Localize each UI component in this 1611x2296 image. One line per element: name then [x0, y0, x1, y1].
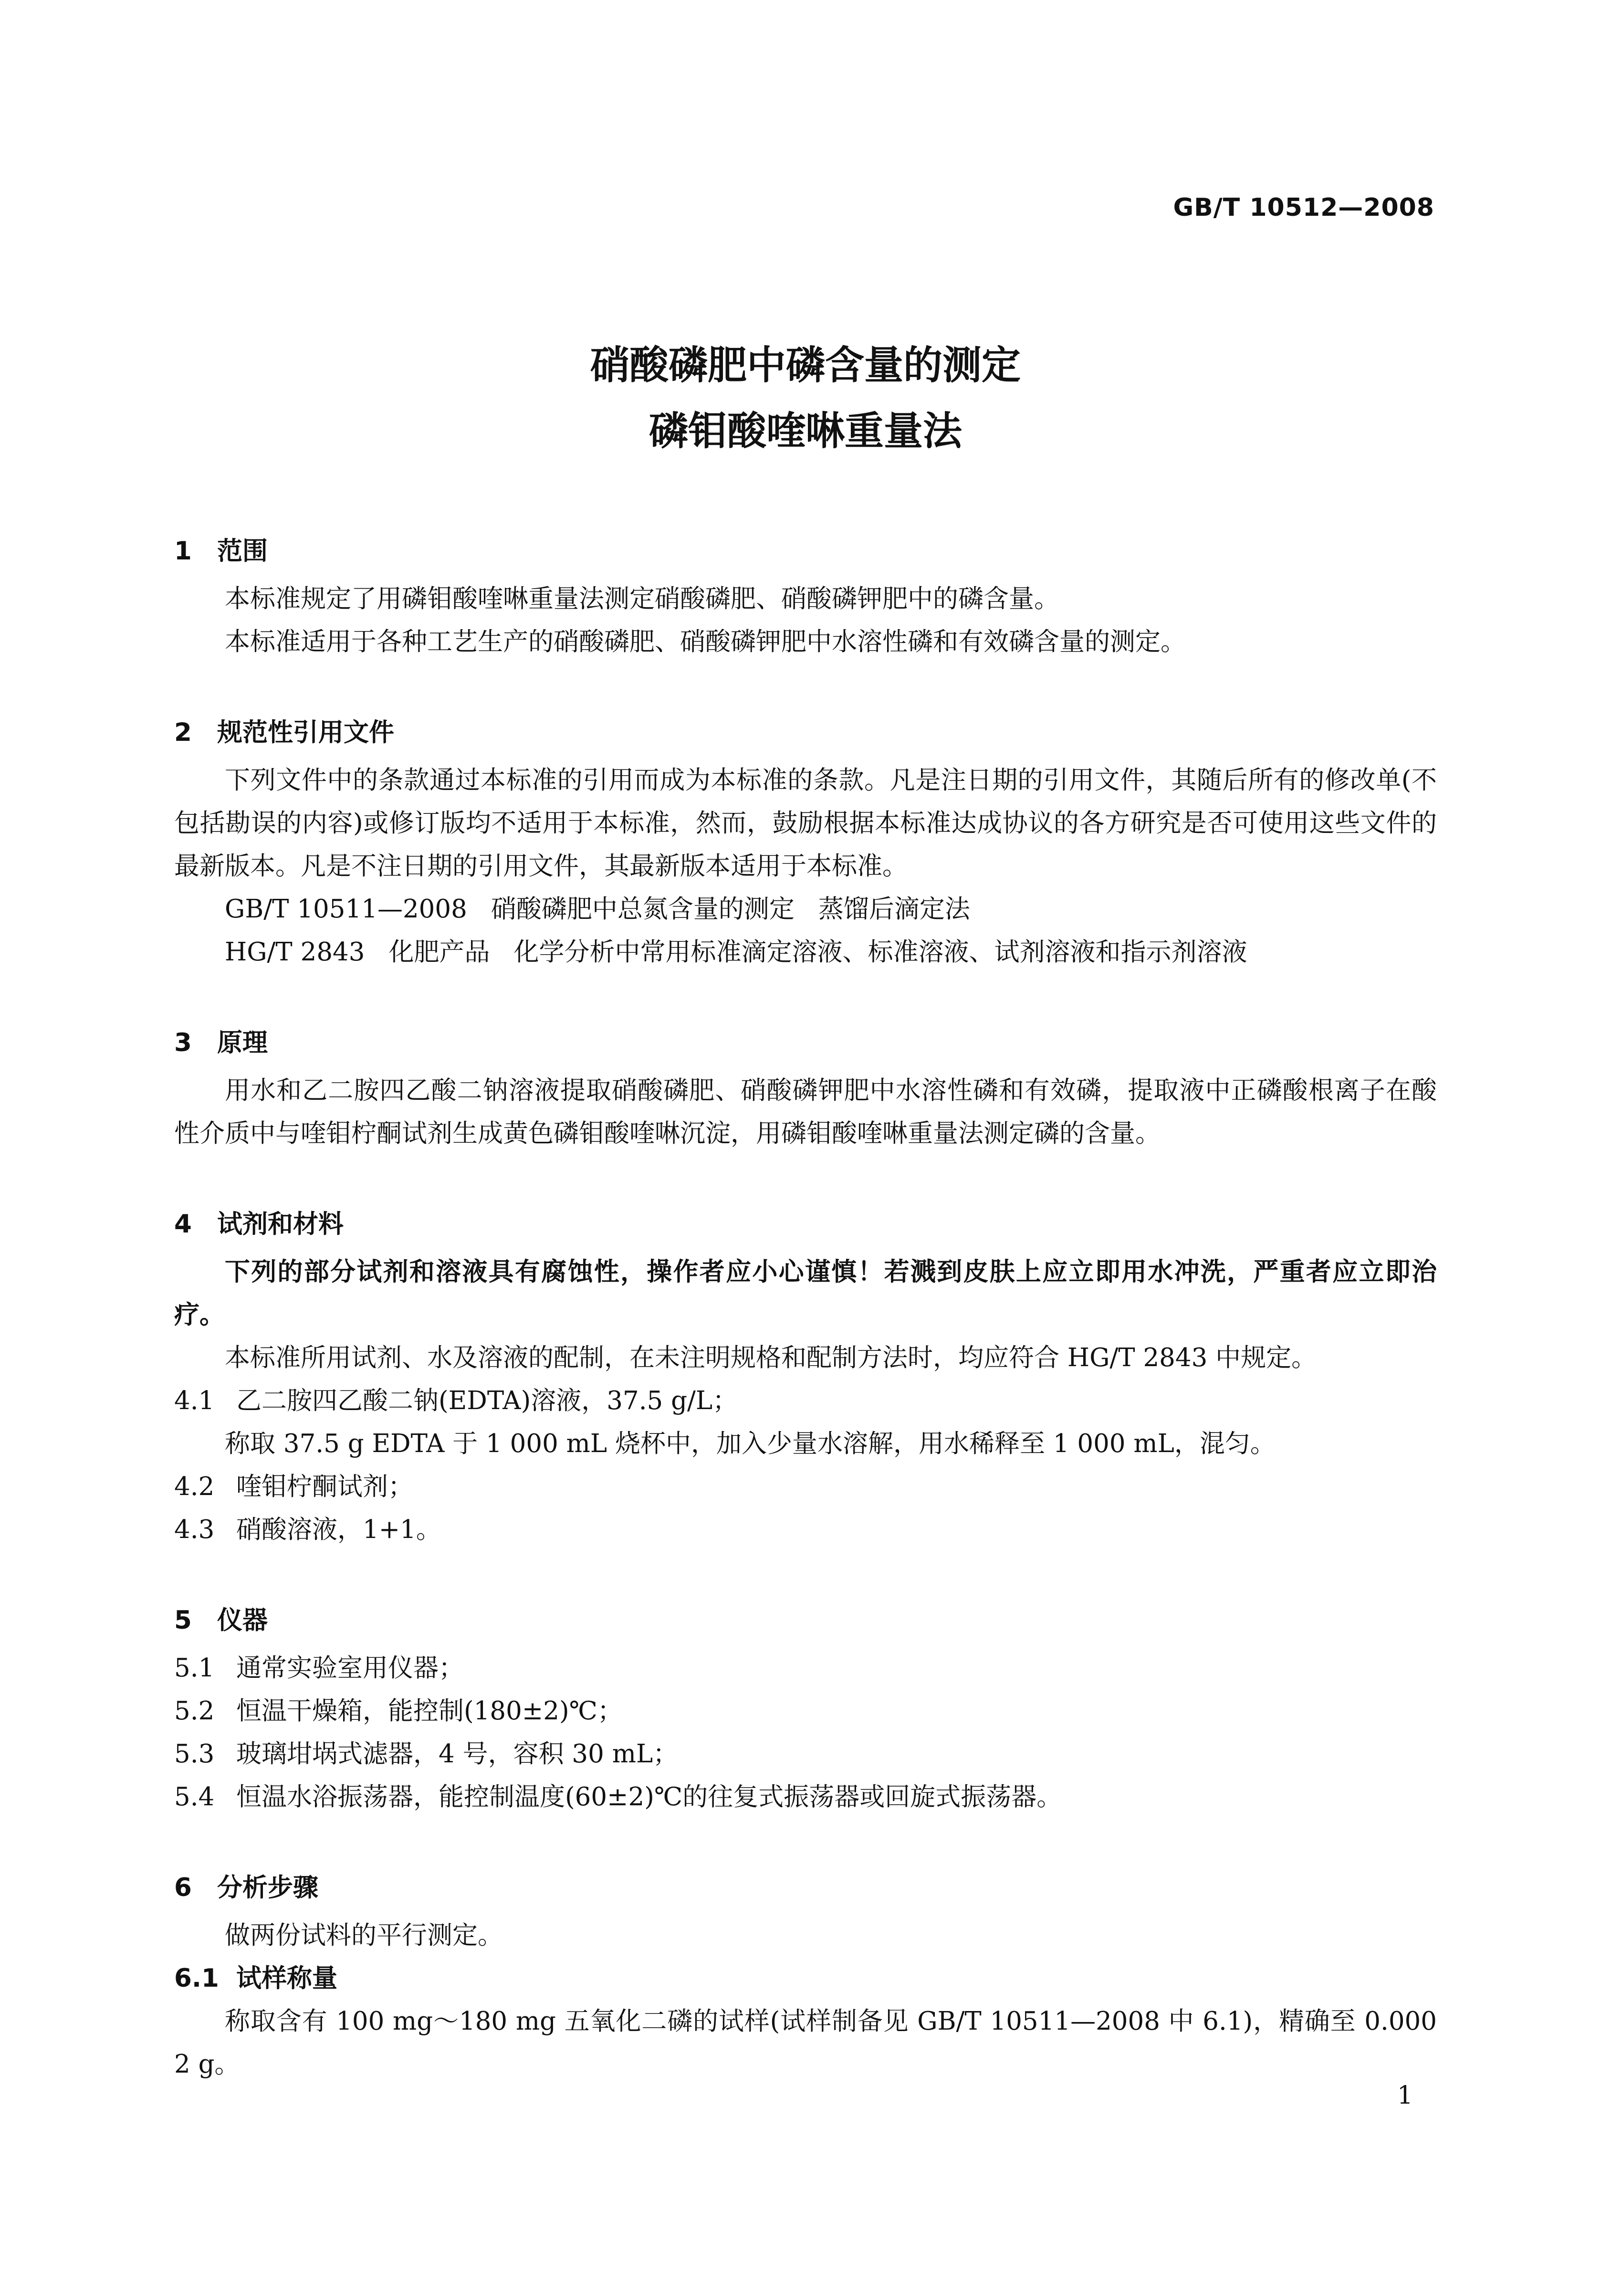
clause-5-4 — [174, 1776, 1437, 1819]
clause-text: 恒温水浴振荡器，能控制温度(60±2)℃的往复式振荡器或回旋式振荡器。 — [236, 1782, 1062, 1812]
clause-title: 试样称量 — [236, 1964, 337, 1993]
clause-4-3 — [174, 1508, 1437, 1551]
section-title: 试剂和材料 — [217, 1210, 344, 1239]
clause-number: 5.3 — [174, 1739, 215, 1769]
clause-text: 恒温干燥箱，能控制(180±2)℃； — [236, 1696, 623, 1726]
clause-number: 4.2 — [174, 1472, 215, 1501]
clause-5-3 — [174, 1733, 1437, 1776]
paragraph: 称取含有 100 mg～180 mg 五氧化二磷的试样(试样制备见 GB/T 10511—2008 中 6.1)，精确至 0.000 2 g。 — [174, 2007, 1437, 2079]
clause-4-1 — [174, 1380, 1437, 1422]
clause-number: 5.1 — [174, 1654, 215, 1683]
normative-reference-2 — [174, 931, 1437, 974]
clause-number: 5.4 — [174, 1782, 215, 1812]
paragraph: 下列文件中的条款通过本标准的引用而成为本标准的条款。凡是注日期的引用文件，其随后所有的修改单(不包括勘误的内容)或修订版均不适用于本标准，然而，鼓励根据本标准达成协议的各方研究是否可使用这些文件的最新版本。凡是不注日期的引用文件，其最新版本适用于本标准。 — [174, 766, 1437, 881]
clause-text: 玻璃坩埚式滤器，4 号，容积 30 mL； — [236, 1739, 679, 1769]
warning-paragraph: 下列的部分试剂和溶液具有腐蚀性，操作者应小心谨慎！若溅到皮肤上应立即用水冲洗，严重者应立即治疗。 — [174, 1257, 1437, 1329]
clause-number: 5.2 — [174, 1696, 215, 1726]
paragraph: 称取 37.5 g EDTA 于 1 000 mL 烧杯中，加入少量水溶解，用水稀释至 1 000 mL，混匀。 — [225, 1429, 1276, 1458]
section-title: 规范性引用文件 — [217, 718, 394, 747]
section-heading-4 — [174, 1203, 1437, 1246]
clause-number: 4.1 — [174, 1386, 215, 1415]
clause-5-1 — [174, 1647, 1437, 1690]
page-number: 1 — [1397, 2081, 1413, 2110]
paragraph: 做两份试料的平行测定。 — [225, 1921, 503, 1950]
section-heading-6 — [174, 1866, 1437, 1909]
subclause-6-1 — [174, 1957, 1437, 2000]
paragraph: 本标准规定了用磷钼酸喹啉重量法测定硝酸磷肥、硝酸磷钾肥中的磷含量。 — [225, 584, 1059, 613]
reference-code: HG/T 2843 — [225, 937, 365, 967]
clause-text: 喹钼柠酮试剂； — [236, 1472, 413, 1501]
section-number: 3 — [174, 1028, 192, 1057]
normative-reference-1 — [174, 888, 1437, 931]
document-title-line2: 磷钼酸喹啉重量法 — [649, 409, 962, 454]
section-title: 原理 — [217, 1028, 268, 1057]
section-number: 6 — [174, 1873, 192, 1902]
section-number: 4 — [174, 1210, 192, 1239]
section-heading-1 — [174, 530, 1437, 573]
clause-text: 硝酸溶液，1+1。 — [236, 1515, 441, 1544]
reference-title: 硝酸磷肥中总氮含量的测定 — [491, 895, 795, 924]
clause-text: 乙二胺四乙酸二钠(EDTA)溶液，37.5 g/L； — [236, 1386, 738, 1415]
document-title-line1: 硝酸磷肥中磷含量的测定 — [590, 343, 1021, 388]
reference-code: GB/T 10511—2008 — [225, 895, 467, 924]
section-heading-2 — [174, 711, 1437, 754]
paragraph: 本标准适用于各种工艺生产的硝酸磷肥、硝酸磷钾肥中水溶性磷和有效磷含量的测定。 — [225, 627, 1186, 656]
clause-5-2 — [174, 1690, 1437, 1733]
reference-subtitle: 化学分析中常用标准滴定溶液、标准溶液、试剂溶液和指示剂溶液 — [513, 937, 1247, 967]
clause-4-2 — [174, 1465, 1437, 1508]
clause-number: 6.1 — [174, 1964, 219, 1993]
section-number: 2 — [174, 718, 192, 747]
section-title: 分析步骤 — [217, 1873, 318, 1902]
reference-subtitle: 蒸馏后滴定法 — [818, 895, 970, 924]
paragraph: 本标准所用试剂、水及溶液的配制，在未注明规格和配制方法时，均应符合 HG/T 2843 中规定。 — [225, 1343, 1317, 1372]
section-number: 1 — [174, 537, 192, 566]
section-title: 范围 — [217, 537, 268, 566]
section-number: 5 — [174, 1606, 192, 1635]
clause-number: 4.3 — [174, 1515, 215, 1544]
clause-text: 通常实验室用仪器； — [236, 1654, 464, 1683]
section-title: 仪器 — [217, 1606, 268, 1635]
reference-title: 化肥产品 — [388, 937, 490, 967]
section-heading-3 — [174, 1022, 1437, 1064]
standard-code: GB/T 10512—2008 — [1173, 193, 1434, 222]
document-body — [174, 530, 1437, 2086]
section-heading-5 — [174, 1599, 1437, 1642]
paragraph: 用水和乙二胺四乙酸二钠溶液提取硝酸磷肥、硝酸磷钾肥中水溶性磷和有效磷，提取液中正磷酸根离子在酸性介质中与喹钼柠酮试剂生成黄色磷钼酸喹啉沉淀，用磷钼酸喹啉重量法测定磷的含量。 — [174, 1076, 1437, 1148]
